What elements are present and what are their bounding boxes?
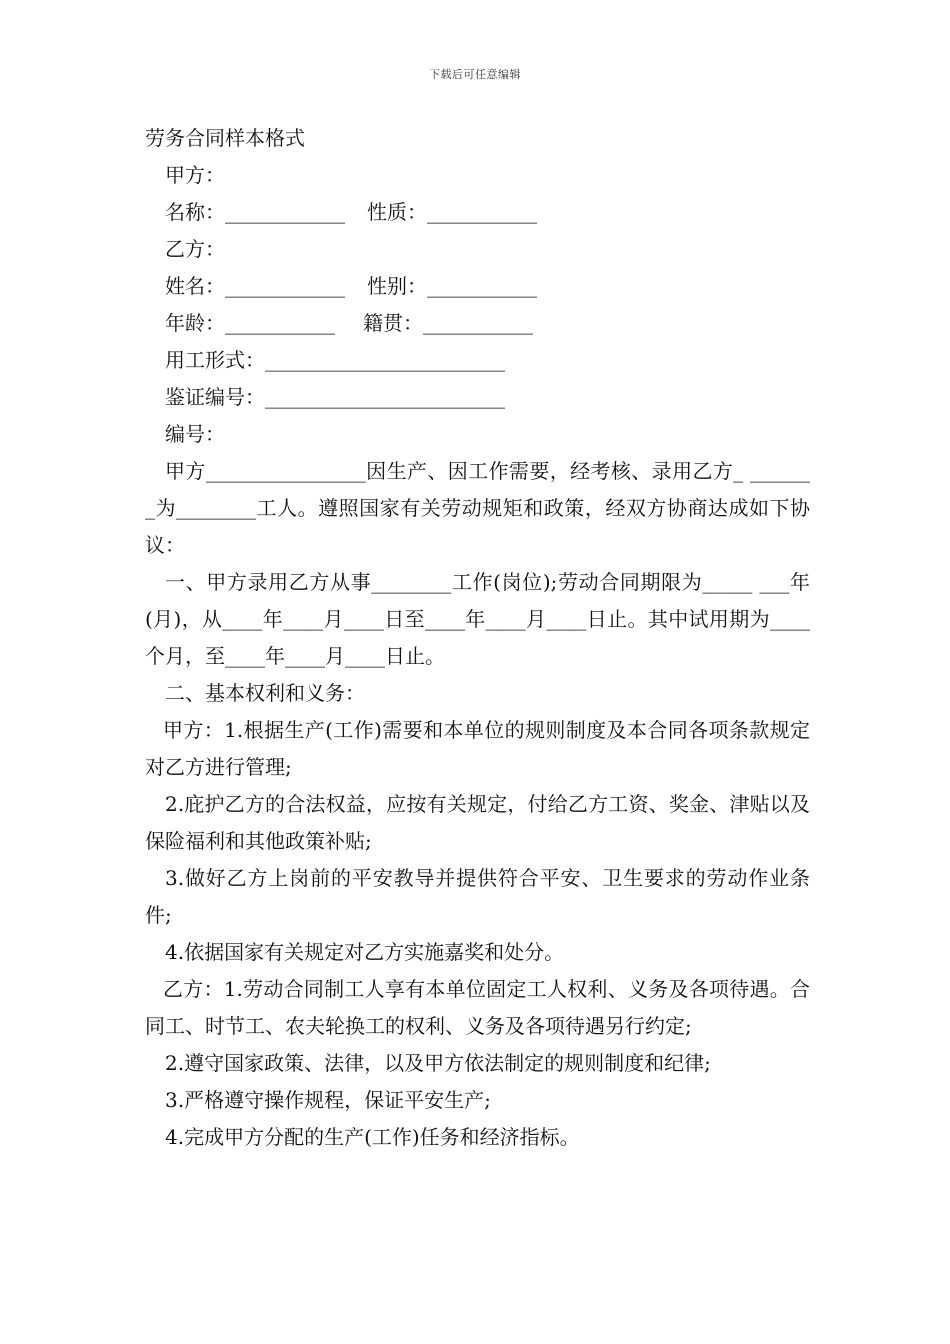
age-label: 年龄： xyxy=(165,311,225,335)
party-a-duty-4: 4.依据国家有关规定对乙方实施嘉奖和处分。 xyxy=(165,940,565,964)
party-b-duty-4: 4.完成甲方分配的生产(工作)任务和经济指标。 xyxy=(165,1125,580,1149)
age-origin-line xyxy=(145,305,810,342)
clause-1-paragraph: 一、甲方录用乙方从事________工作(岗位);劳动合同期限为_____ ___年(月)，从____年____月____日至____年____月____日止。其中试用期为____个月，至____年____月____日止。 xyxy=(145,570,810,668)
origin-blank: ___________ xyxy=(423,311,533,335)
party-a-duty-1: 甲方：1.根据生产(工作)需要和本单位的规则制度及本合同各项条款规定对乙方进行管理; xyxy=(145,718,810,779)
gender-label: 性别： xyxy=(367,274,427,298)
clause-2-heading: 二、基本权利和义务： xyxy=(165,681,365,705)
nature-blank: ___________ xyxy=(427,200,537,224)
party-b-duty-2: 2.遵守国家政策、法律，以及甲方依法制定的规则制度和纪律; xyxy=(165,1051,711,1075)
employment-label: 用工形式： xyxy=(165,348,265,372)
name-label: 名称： xyxy=(165,200,225,224)
employment-line xyxy=(145,342,810,379)
party-b-duty-3: 3.严格遵守操作规程，保证平安生产; xyxy=(165,1088,491,1112)
nature-label: 性质： xyxy=(367,200,427,224)
name-nature-line xyxy=(145,194,810,231)
party-b-duty-1: 乙方：1.劳动合同制工人享有本单位固定工人权利、义务及各项待遇。合同工、时节工、农夫轮换工的权利、义务及各项待遇另行约定; xyxy=(145,977,810,1038)
cert-line xyxy=(145,379,810,416)
surname-blank: ____________ xyxy=(225,274,345,298)
party-b-label: 乙方： xyxy=(165,237,225,261)
name-blank: ____________ xyxy=(225,200,345,224)
document-title: 劳务合同样本格式 xyxy=(145,126,305,150)
employment-blank: ________________________ xyxy=(265,348,505,372)
age-blank: ___________ xyxy=(225,311,335,335)
party-a-duty-2: 2.庇护乙方的合法权益，应按有关规定，付给乙方工资、奖金、津贴以及保险福利和其他政策补贴; xyxy=(145,792,810,853)
gender-blank: ___________ xyxy=(427,274,537,298)
cert-blank: ________________________ xyxy=(265,385,505,409)
number-line xyxy=(145,416,810,453)
party-a-line xyxy=(145,157,810,194)
number-label: 编号： xyxy=(165,422,225,446)
cert-label: 鉴证编号： xyxy=(165,385,265,409)
party-a-label: 甲方： xyxy=(165,163,225,187)
page-header-note: 下载后可任意编辑 xyxy=(429,68,521,81)
party-a-duty-3: 3.做好乙方上岗前的平安教导并提供符合平安、卫生要求的劳动作业条件; xyxy=(145,866,810,927)
surname-gender-line xyxy=(145,268,810,305)
origin-label: 籍贯： xyxy=(363,311,423,335)
surname-label: 姓名： xyxy=(165,274,225,298)
document-body xyxy=(145,120,810,1156)
party-b-line xyxy=(145,231,810,268)
intro-paragraph: 甲方________________因生产、因工作需要，经考核、录用乙方_ _______为________工人。遵照国家有关劳动规矩和政策，经双方协商达成如下协议： xyxy=(145,459,810,557)
